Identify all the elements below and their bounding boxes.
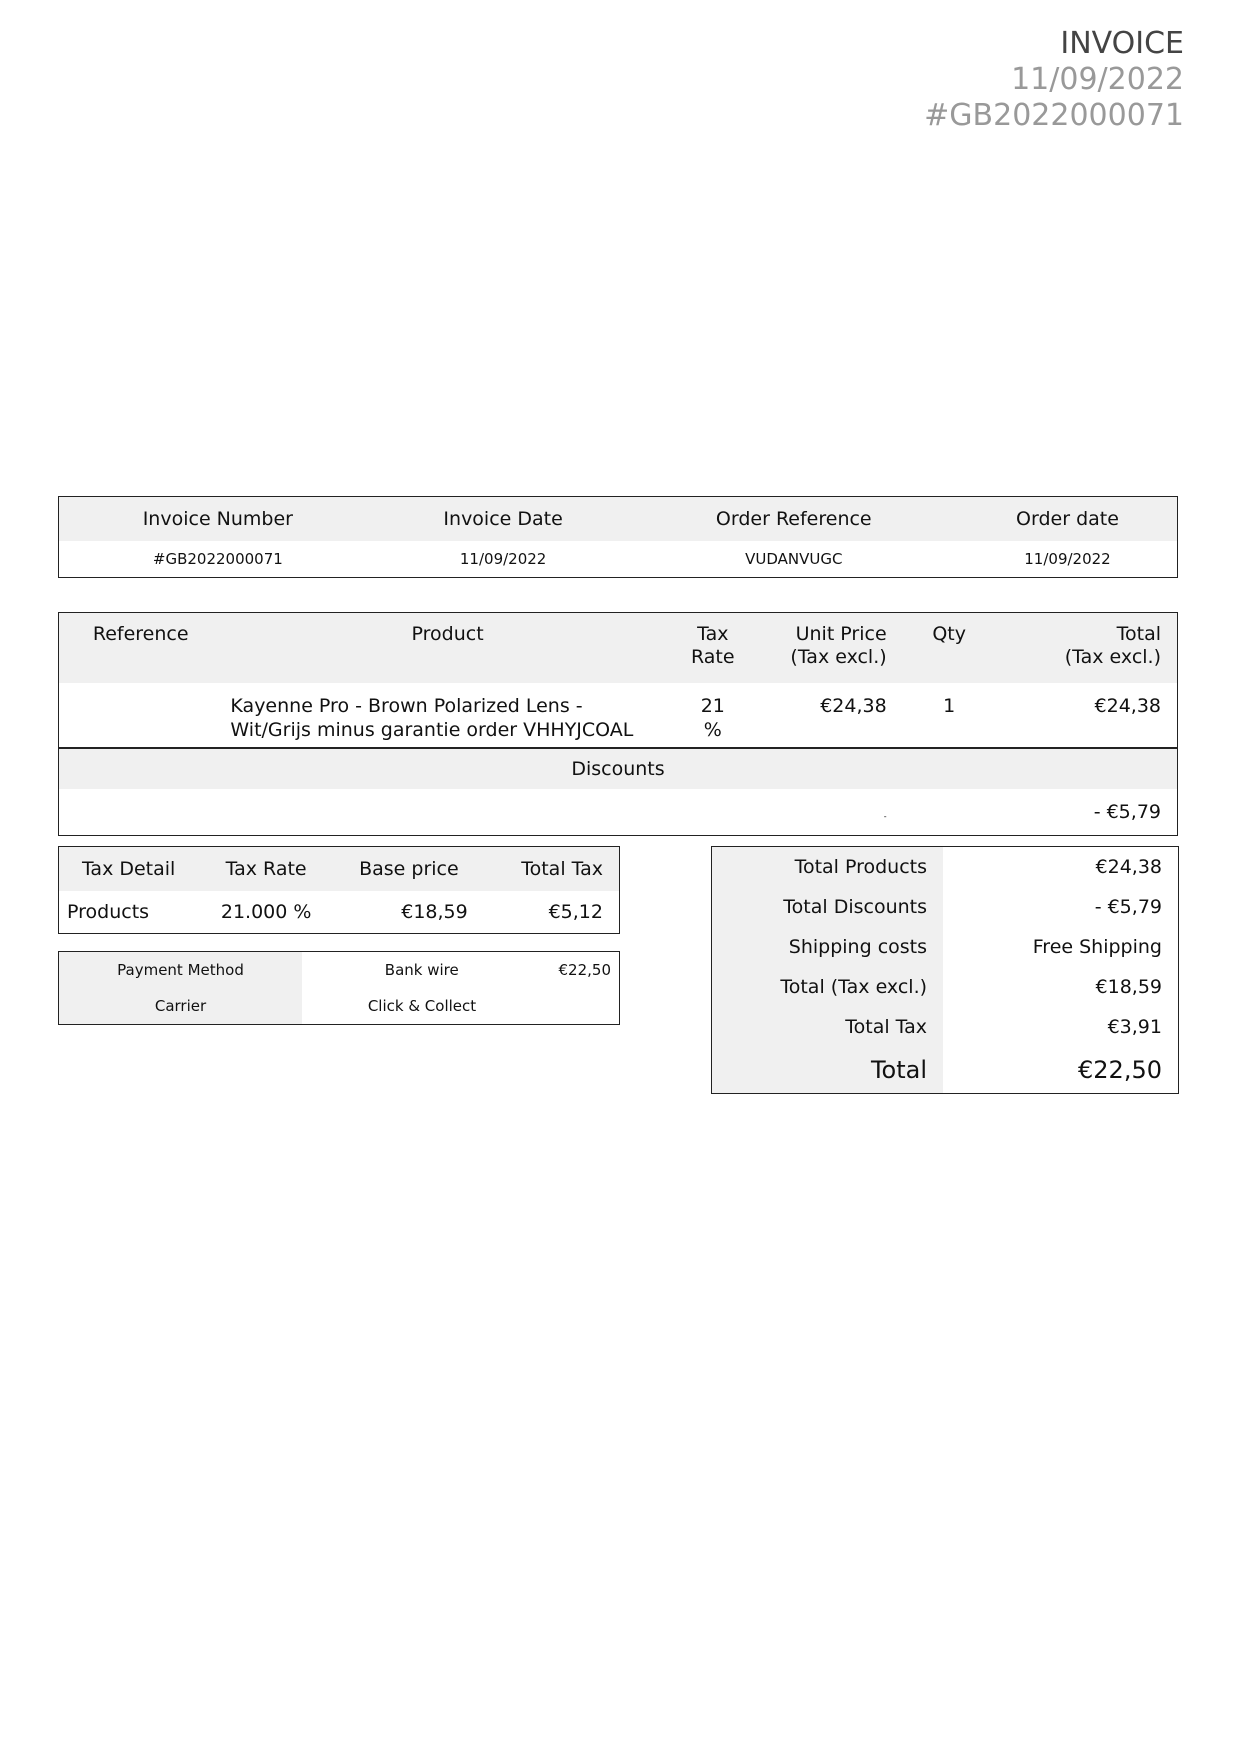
- base-price-header: Base price: [359, 858, 459, 880]
- total-header: [996, 613, 1178, 684]
- discounts-header-row: [59, 748, 1178, 789]
- totals-table: [711, 846, 1179, 1094]
- total-header-line2: (Tax excl.): [1064, 646, 1161, 668]
- unit-price-header-line2: (Tax excl.): [790, 646, 887, 668]
- product-name: [222, 683, 672, 748]
- qty-header: Qty: [932, 623, 966, 645]
- discount-value: - €5,79: [1093, 801, 1161, 823]
- tax-rate-header: [673, 613, 753, 684]
- grand-total-value: €22,50: [1078, 1056, 1162, 1084]
- total-excl-value: €18,59: [1095, 976, 1162, 998]
- products-header-row: [59, 613, 1178, 684]
- total-tax-value: €3,91: [1107, 1016, 1162, 1038]
- product-name-line1: Kayenne Pro - Brown Polarized Lens -: [230, 695, 583, 717]
- discount-row: [59, 789, 1178, 836]
- product-row: [59, 683, 1178, 748]
- order-date-value: 11/09/2022: [1024, 550, 1111, 568]
- invoice-info-values-row: [59, 541, 1178, 578]
- tax-rate-detail-header: Tax Rate: [225, 858, 307, 880]
- grand-total-label: Total: [712, 1047, 944, 1094]
- invoice-info-table: [58, 496, 1178, 578]
- payment-method-label: Payment Method: [59, 952, 303, 989]
- total-tax-row: [712, 1007, 1179, 1047]
- tax-rate-header-line2: Rate: [691, 646, 735, 668]
- carrier-value: Click & Collect: [367, 997, 477, 1015]
- order-date-header: Order date: [1016, 508, 1119, 530]
- invoice-header: [924, 26, 1184, 134]
- total-header-line1: Total: [1116, 623, 1161, 645]
- tax-detail-base: €18,59: [401, 901, 468, 923]
- payment-method-row: [59, 952, 620, 989]
- shipping-label: Shipping costs: [712, 927, 944, 967]
- product-tax-rate: 21 %: [700, 695, 725, 741]
- total-discounts-label: Total Discounts: [712, 887, 944, 927]
- invoice-header-date: 11/09/2022: [1011, 62, 1184, 97]
- payment-method-amount: €22,50: [558, 961, 611, 979]
- total-excl-row: [712, 967, 1179, 1007]
- discount-mark: -: [883, 812, 887, 821]
- carrier-row: [59, 988, 620, 1025]
- product-unit-price: €24,38: [820, 695, 887, 717]
- invoice-header-number: #GB2022000071: [924, 98, 1184, 133]
- product-total: €24,38: [1094, 695, 1161, 717]
- payment-method-value: Bank wire: [384, 961, 459, 979]
- product-name-line2: Wit/Grijs minus garantie order VHHYJCOAL: [230, 719, 634, 741]
- invoice-number-header: Invoice Number: [142, 508, 293, 530]
- shipping-value: Free Shipping: [1032, 936, 1162, 958]
- payment-table: [58, 951, 620, 1025]
- tax-detail-total: €5,12: [548, 901, 603, 923]
- tax-detail-rate: 21.000 %: [220, 901, 312, 923]
- total-products-row: [712, 847, 1179, 888]
- shipping-row: [712, 927, 1179, 967]
- invoice-number-value: #GB2022000071: [152, 550, 283, 568]
- total-discounts-row: [712, 887, 1179, 927]
- reference-header: Reference: [92, 623, 189, 645]
- carrier-label: Carrier: [59, 988, 303, 1025]
- total-tax-label: Total Tax: [712, 1007, 944, 1047]
- total-tax-header: Total Tax: [521, 858, 603, 880]
- invoice-info-header-row: [59, 497, 1178, 542]
- tax-detail-table: [58, 846, 620, 934]
- grand-total-row: [712, 1047, 1179, 1094]
- order-reference-value: VUDANVUGC: [745, 550, 843, 568]
- unit-price-header: [753, 613, 903, 684]
- total-discounts-value: - €5,79: [1094, 896, 1162, 918]
- total-excl-label: Total (Tax excl.): [712, 967, 944, 1007]
- tax-rate-header-line1: Tax: [697, 623, 729, 645]
- tax-detail-label: Products: [67, 901, 150, 923]
- order-reference-header: Order Reference: [715, 508, 872, 530]
- total-products-value: €24,38: [1095, 856, 1162, 878]
- discounts-label: Discounts: [59, 748, 1178, 789]
- tax-detail-row: [59, 891, 620, 934]
- tax-detail-header-row: [59, 847, 620, 892]
- invoice-date-header: Invoice Date: [443, 508, 563, 530]
- invoice-title: INVOICE: [1060, 26, 1184, 61]
- unit-price-header-line1: Unit Price: [795, 623, 887, 645]
- tax-detail-header: Tax Detail: [81, 858, 176, 880]
- total-products-label: Total Products: [712, 847, 944, 888]
- products-table: [58, 612, 1178, 836]
- product-reference: [59, 683, 223, 748]
- product-header: Product: [411, 623, 484, 645]
- invoice-date-value: 11/09/2022: [459, 550, 547, 568]
- product-qty: 1: [943, 695, 956, 717]
